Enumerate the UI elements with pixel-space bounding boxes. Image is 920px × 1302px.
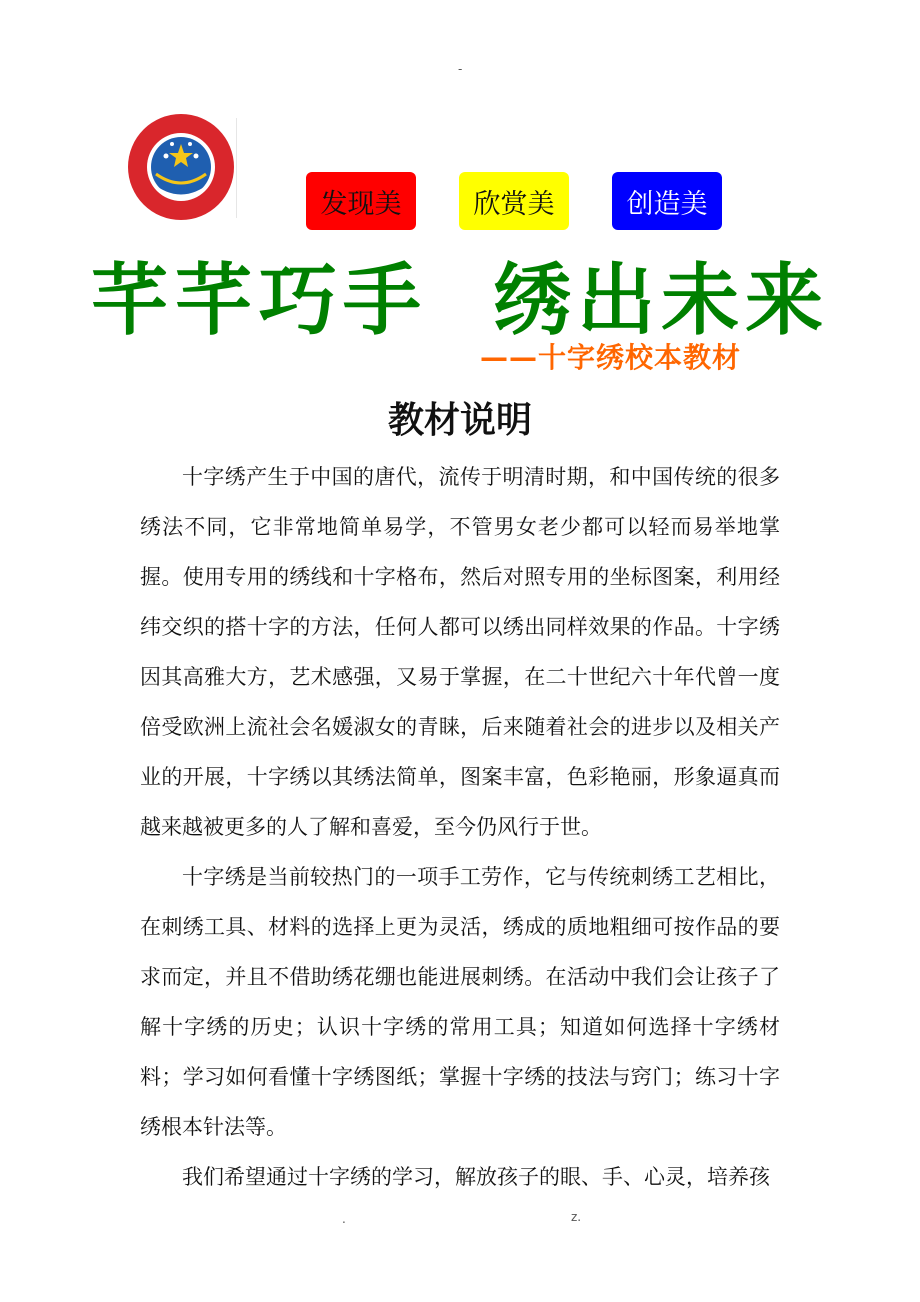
footer-left-mark: .	[342, 1212, 346, 1226]
logo-year: 1996	[172, 184, 190, 192]
header-mark: -	[458, 62, 463, 76]
paragraph-2: 十字绣是当前较热门的一项手工劳作，它与传统刺绣工艺相比，在刺绣工具、材料的选择上更为灵活，绣成的质地粗细可按作品的要求而定，并且不借助绣花绷也能进展刺绣。在活动中我们会让孩子了解十字绣的历史；认识十字绣的常用工具；知道如何选择十字绣材料；学习如何看懂十字绣图纸；掌握十字绣的技法与窍门；练习十字绣根本针法等。	[140, 865, 780, 1139]
section-title: 教材说明	[387, 399, 532, 441]
school-logo	[126, 112, 236, 222]
paragraph-3: 我们希望通过十字绣的学习，解放孩子的眼、手、心灵，培养孩	[182, 1165, 770, 1189]
subtitle: ——十字绣校本教材	[480, 341, 742, 374]
main-title: 芊芊巧手 绣出未来	[90, 256, 830, 346]
body-text	[140, 452, 780, 1202]
badge-discover-beauty: 发现美	[306, 172, 416, 230]
badge-appreciate-beauty: 欣赏美	[459, 172, 569, 230]
logo-divider	[236, 118, 237, 218]
footer-right-mark: z.	[571, 1210, 582, 1224]
paragraph-1: 十字绣产生于中国的唐代，流传于明清时期，和中国传统的很多绣法不同，它非常地简单易学，不管男女老少都可以轻而易举地掌握。使用专用的绣线和十字格布，然后对照专用的坐标图案，利用经纬交织的搭十字的方法，任何人都可以绣出同样效果的作品。十字绣因其高雅大方，艺术感强，又易于掌握，在二十世纪六十年代曾一度倍受欧洲上流社会名媛淑女的青睐，后来随着社会的进步以及相关产业的开展，十字绣以其绣法简单，图案丰富，色彩艳丽，形象逼真而越来越被更多的人了解和喜爱，至今仍风行于世。	[140, 465, 780, 839]
badge-create-beauty: 创造美	[612, 172, 722, 230]
